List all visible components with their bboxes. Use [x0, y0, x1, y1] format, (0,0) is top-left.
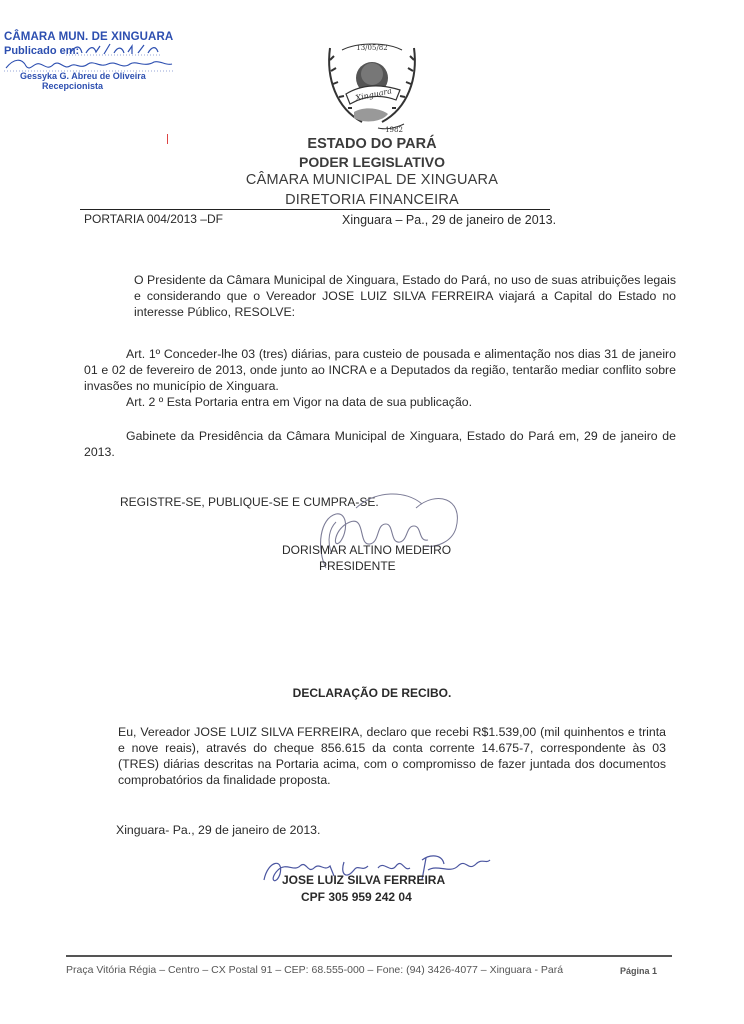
portaria-number: PORTARIA 004/2013 –DF [84, 212, 223, 226]
register-line: REGISTRE-SE, PUBLIQUE-SE E CUMPRA-SE. [120, 495, 379, 509]
stamp-title: CÂMARA MUN. DE XINGUARA [4, 31, 174, 43]
intro-text: O Presidente da Câmara Municipal de Xinguara, Estado do Pará, no uso de suas atribuições legais e considerando que o Vereador JOSE LUIZ SILVA FERREIRA viajará a Capital do Estado no interesse Público, RESOLVE: [134, 273, 676, 319]
stamp-name: Gessyka G. Abreu de Oliveira [20, 71, 146, 81]
header-chamber: CÂMARA MUNICIPAL DE XINGUARA [245, 172, 499, 188]
declarant-name: JOSE LUIZ SILVA FERREIRA [282, 873, 446, 887]
stamp-published-label: Publicado em: [4, 45, 80, 57]
declaration-date: Xinguara- Pa., 29 de janeiro de 2013. [116, 823, 321, 837]
crest-top-text: 13/05/82 [356, 44, 388, 52]
header-department: DIRETORIA FINANCEIRA [285, 192, 459, 208]
cabinet-paragraph [84, 428, 676, 460]
municipal-crest-icon [322, 38, 422, 138]
declaration-paragraph [84, 724, 666, 788]
article-1: Art. 1º Conceder-lhe 03 (tres) diárias, para custeio de pousada e alimentação nos dias 31 de janeiro 01 e 02 de fevereiro de 2013, onde junto ao INCRA e a Deputados da região, tentarão mediar conflito sobre invasões no município de Xinguara. [84, 347, 676, 393]
page-number: Página 1 [620, 966, 658, 976]
crest-year: 1982 [385, 126, 403, 134]
articles [84, 346, 676, 410]
stamp-role: Recepcionista [42, 81, 104, 91]
declaration-text: Eu, Vereador JOSE LUIZ SILVA FERREIRA, declaro que recebi R$1.539,00 (mil quinhentos e trinta e nove reais), através do cheque 856.615 da conta corrente 14.675-7, correspondente às 03 (TRES) diárias descritas na Portaria acima, com o compromisso de fazer juntada dos documentos comprobatórios da finalidade proposta. [118, 725, 666, 787]
intro-paragraph [84, 272, 676, 320]
crest-ribbon-text: Xinguara [354, 86, 393, 103]
president-name: DORISMAR ALTINO MEDEIRO [282, 543, 452, 557]
footer-address: Praça Vitória Régia – Centro – CX Postal 91 – CEP: 68.555-000 – Fone: (94) 3426-4077 – Xinguara - Pará [66, 964, 564, 976]
declaration-title: DECLARAÇÃO DE RECIBO. [292, 686, 452, 700]
header-date: Xinguara – Pa., 29 de janeiro de 2013. [342, 213, 557, 227]
header-power: PODER LEGISLATIVO [299, 154, 445, 170]
declarant-signature [254, 850, 494, 894]
cabinet-text: Gabinete da Presidência da Câmara Municipal de Xinguara, Estado do Pará em, 29 de janeiro de 2013. [84, 429, 676, 459]
header-state: ESTADO DO PARÁ [307, 136, 437, 152]
article-2: Art. 2 º Esta Portaria entra em Vigor na data de sua publicação. [126, 395, 473, 409]
stamp-handwritten-date [66, 42, 162, 57]
declarant-cpf: CPF 305 959 242 04 [301, 890, 412, 904]
footer-divider [66, 955, 672, 957]
president-role: PRESIDENTE [319, 559, 396, 573]
